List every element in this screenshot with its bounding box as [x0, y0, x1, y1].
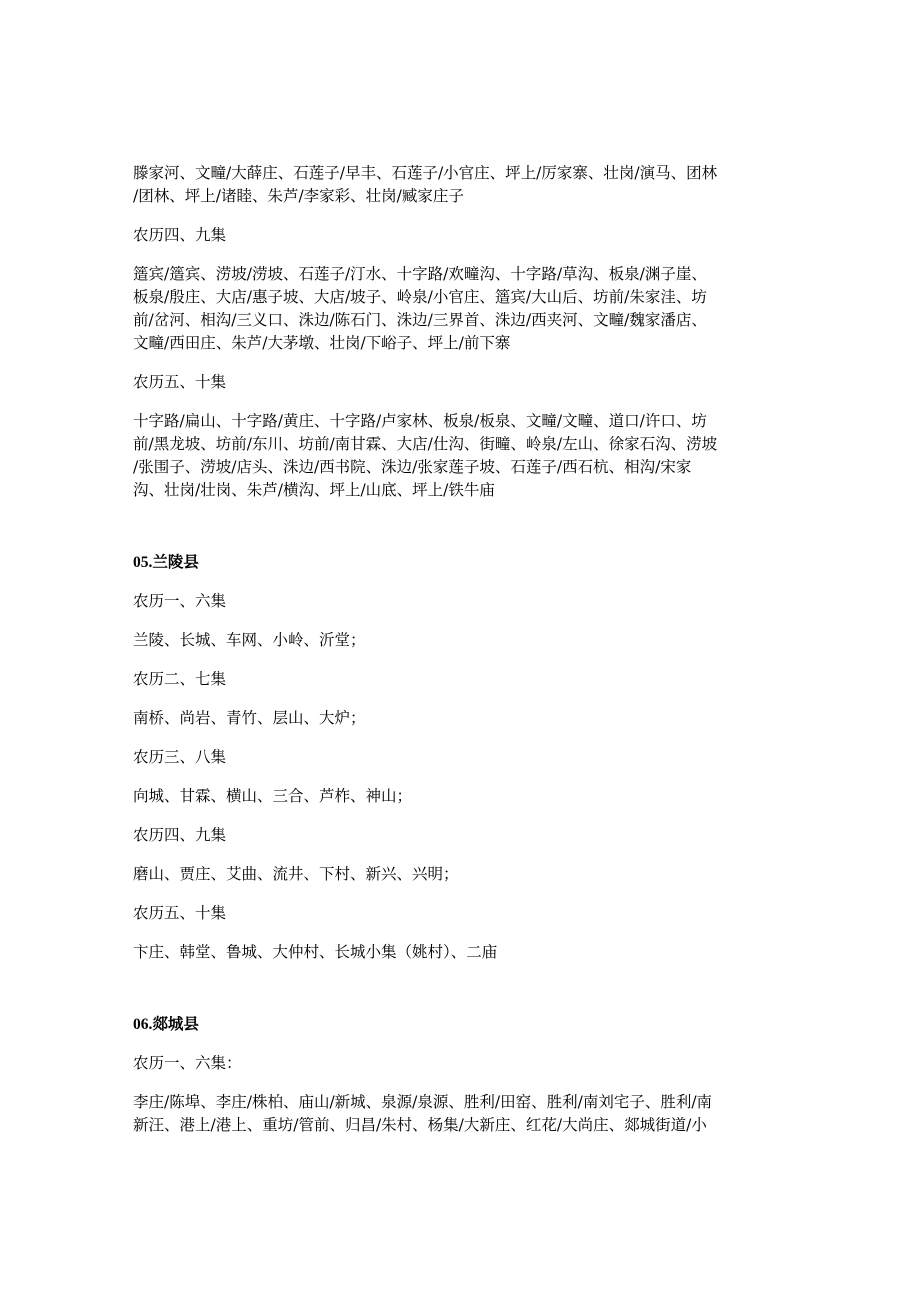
market-list-paragraph — [133, 410, 793, 502]
market-day-label: 农历四、九集 — [133, 826, 227, 844]
text-line: 前/黑龙坡、坊前/东川、坊前/南甘霖、大店/仕沟、街疃、岭泉/左山、徐家石沟、涝坡 — [133, 435, 718, 453]
text-line: 前/岔河、相沟/三义口、洙边/陈石门、洙边/三界首、洙边/西夹河、文疃/魏家潘店、 — [133, 311, 707, 329]
section-heading-lanling — [133, 550, 793, 574]
market-day-label: 农历四、九集 — [133, 226, 227, 244]
text-line: 文疃/西田庄、朱芦/大茅墩、壮岗/下峪子、坪上/前下寨 — [133, 334, 511, 352]
market-day-label: 农历五、十集 — [133, 904, 227, 922]
market-day-label: 农历一、六集 — [133, 592, 227, 610]
text-line: /张围子、涝坡/店头、洙边/西书院、洙边/张家莲子坡、石莲子/西石杭、相沟/宋家 — [133, 458, 692, 476]
market-day-label: 农历一、六集： — [133, 1054, 242, 1072]
text-line: 十字路/扁山、十字路/黄庄、十字路/卢家林、板泉/板泉、文疃/文疃、道口/许口、坊 — [133, 412, 707, 430]
section-number: 06. — [133, 1016, 153, 1033]
document-body — [133, 162, 793, 1137]
section-number: 05. — [133, 554, 153, 571]
section-heading-tancheng — [133, 1012, 793, 1036]
section-title: 兰陵县 — [152, 552, 199, 571]
market-day-label: 农历二、七集 — [133, 670, 227, 688]
market-day-label: 农历三、八集 — [133, 748, 227, 766]
market-day-label: 农历五、十集 — [133, 373, 227, 391]
text-line: 新汪、港上/港上、重坊/管前、归昌/朱村、杨集/大新庄、红花/大尚庄、郯城街道/小 — [133, 1116, 707, 1134]
market-list-paragraph — [133, 162, 793, 208]
market-list-paragraph: 兰陵、长城、车网、小岭、沂堂； — [133, 631, 366, 649]
market-list-paragraph: 南桥、尚岩、青竹、层山、大炉； — [133, 709, 366, 727]
text-line: /团林、坪上/诸睦、朱芦/李家彩、壮岗/臧家庄子 — [133, 187, 464, 205]
text-line: 板泉/殷庄、大店/惠子坡、大店/坡子、岭泉/小官庄、簉宾/大山后、坊前/朱家洼、坊 — [133, 288, 707, 306]
market-list-paragraph: 磨山、贾庄、艾曲、流井、下村、新兴、兴明； — [133, 865, 459, 883]
market-list-paragraph — [133, 1091, 793, 1137]
text-line: 沟、壮岗/壮岗、朱芦/横沟、坪上/山底、坪上/铁牛庙 — [133, 481, 495, 499]
section-title: 郯城县 — [152, 1014, 199, 1033]
text-line: 滕家河、文疃/大薛庄、石莲子/早丰、石莲子/小官庄、坪上/厉家寨、壮岗/演马、团林 — [133, 164, 718, 182]
text-line: 簉宾/簉宾、涝坡/涝坡、石莲子/汀水、十字路/欢疃沟、十字路/草沟、板泉/渊子崖、 — [133, 265, 707, 283]
market-list-paragraph: 卞庄、韩堂、鲁城、大仲村、长城小集（姚村）、二庙 — [133, 943, 498, 961]
market-list-paragraph: 向城、甘霖、横山、三合、芦柞、神山； — [133, 787, 413, 805]
text-line: 李庄/陈埠、李庄/株柏、庙山/新城、泉源/泉源、胜利/田窑、胜利/南刘宅子、胜利/南 — [133, 1093, 713, 1111]
market-list-paragraph — [133, 263, 793, 355]
